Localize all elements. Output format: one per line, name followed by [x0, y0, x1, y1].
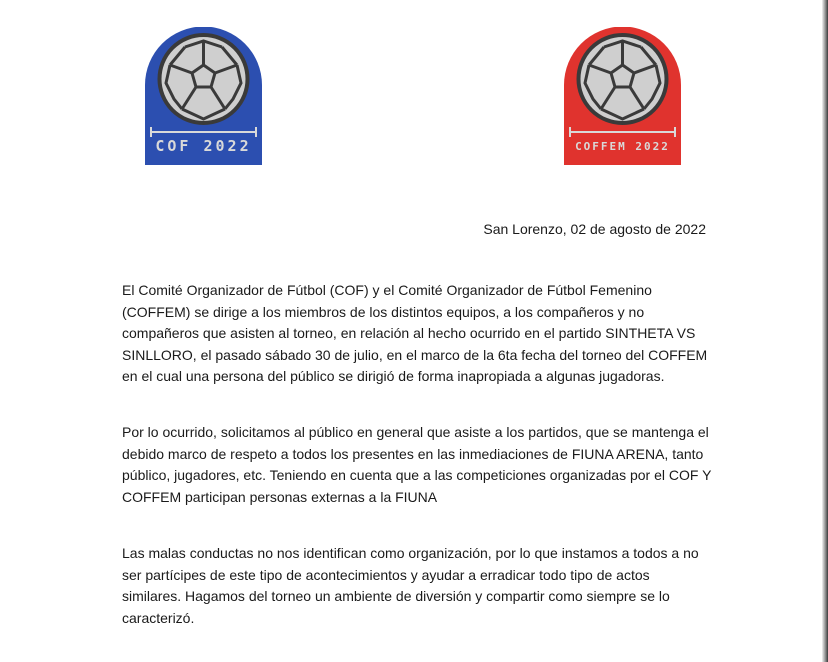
- soccer-ball-icon: [160, 35, 248, 123]
- coffem-logo-caption: COFFEM 2022: [575, 140, 670, 153]
- page-edge-shadow: [822, 0, 828, 662]
- soccer-ball-icon: [579, 35, 667, 123]
- cof-logo: [145, 27, 262, 165]
- paragraph-2: Por lo ocurrido, solicitamos al público en general que asiste a los partidos, que se mantenga el debido marco de respeto a todos los presentes en las inmediaciones de FIUNA ARENA, tanto público, jugadores, etc. Teniendo en cuenta que a las competiciones organizadas por el COF Y COFFEM participan personas externas a la FIUNA: [122, 424, 712, 505]
- place-date: San Lorenzo, 02 de agosto de 2022: [483, 221, 706, 237]
- paragraph-1: El Comité Organizador de Fútbol (COF) y el Comité Organizador de Fútbol Femenino (COFFEM) se dirige a los miembros de los distintos equipos, a los compañeros y no compañeros que asisten al torneo, en relación al hecho ocurrido en el partido SINTHETA VS SINLLORO, el pasado sábado 30 de julio, en el marco de la 6ta fecha del torneo del COFFEM en el cual una persona del público se dirigió de forma inapropiada a algunas jugadoras.: [122, 282, 708, 385]
- paragraph-3: Las malas conductas no nos identifican como organización, por lo que instamos a todos a no ser partícipes de este tipo de acontecimientos y ayudar a erradicar todo tipo de actos similares. Hagamos del torneo un ambiente de diversión y compartir como siempre se lo caracterizó.: [122, 545, 699, 626]
- cof-logo-caption: COF 2022: [155, 137, 252, 155]
- coffem-logo: [564, 27, 681, 165]
